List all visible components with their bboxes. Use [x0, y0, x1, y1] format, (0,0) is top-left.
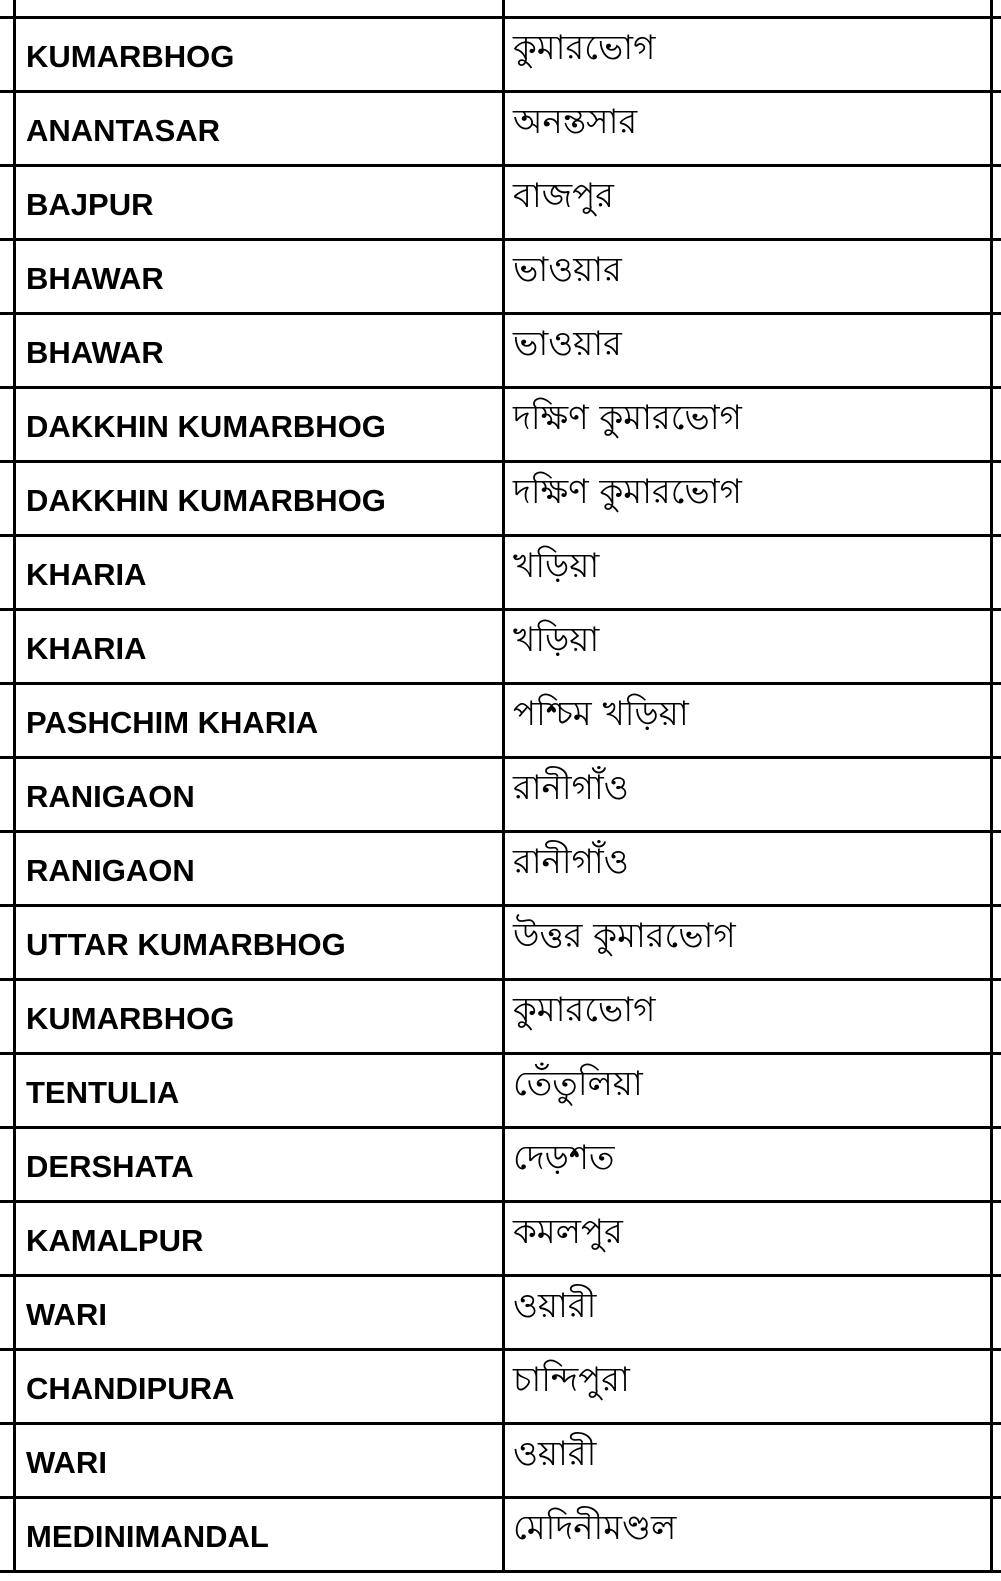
village-name-bengali: কুমারভোগ [504, 18, 992, 92]
table-row [0, 388, 1001, 462]
village-name-bengali: বাজপুর [504, 166, 992, 240]
table-row [0, 166, 1001, 240]
table-row [0, 536, 1001, 610]
village-name-english: WARI [15, 1424, 504, 1498]
table-row [0, 758, 1001, 832]
village-name-bengali: ওয়ারী [504, 1424, 992, 1498]
table-row [0, 1350, 1001, 1424]
table-row [0, 462, 1001, 536]
village-name-bengali: কুমারভোগ [504, 980, 992, 1054]
table-cell-tail [992, 1424, 1001, 1498]
village-name-bengali: পশ্চিম খড়িয়া [504, 684, 992, 758]
table-cell-tail [992, 1202, 1001, 1276]
village-name-english: MEDINIMANDAL [15, 1498, 504, 1572]
table-cell-stub [0, 610, 15, 684]
table-row [0, 240, 1001, 314]
table-cell-stub [0, 462, 15, 536]
village-name-bengali: অনন্তসার [504, 92, 992, 166]
table-row [0, 1128, 1001, 1202]
village-name-english: CHANDIPURA [15, 1350, 504, 1424]
table-cell-tail [992, 1276, 1001, 1350]
table-cell-stub [0, 1498, 15, 1572]
table-cell-stub [0, 980, 15, 1054]
village-name-english: DERSHATA [15, 1128, 504, 1202]
table-cell-stub [0, 18, 15, 92]
table-row [0, 832, 1001, 906]
table-cell-tail [992, 462, 1001, 536]
table-cell-stub [0, 1054, 15, 1128]
table-row [0, 1054, 1001, 1128]
table-cell-tail [992, 1350, 1001, 1424]
table-cell-stub [0, 388, 15, 462]
table-cell-tail [992, 906, 1001, 980]
table-cell-tail [992, 92, 1001, 166]
table-row [0, 906, 1001, 980]
village-name-bengali: ভাওয়ার [504, 314, 992, 388]
table-cell-tail [992, 388, 1001, 462]
village-name-english: KUMARBHOG [15, 18, 504, 92]
village-name-english: KAMALPUR [15, 1202, 504, 1276]
table-cell-tail [992, 18, 1001, 92]
village-name-english: KHARIA [15, 536, 504, 610]
table-cell-tail [992, 0, 1001, 18]
table-row [0, 1424, 1001, 1498]
table-cell-stub [0, 240, 15, 314]
table-cell-tail [992, 980, 1001, 1054]
table-header-row-cropped [0, 0, 1001, 18]
village-name-bengali: দেড়শত [504, 1128, 992, 1202]
village-name-english: BHAWAR [15, 240, 504, 314]
table-cell-stub [0, 0, 15, 18]
table-cell-stub [0, 684, 15, 758]
table-cell-stub [0, 1202, 15, 1276]
table-cell-tail [992, 758, 1001, 832]
table-cell-stub [0, 832, 15, 906]
table-header-cell-bengali [504, 0, 992, 18]
table-row [0, 92, 1001, 166]
village-name-bengali: খড়িয়া [504, 536, 992, 610]
village-name-bengali: ওয়ারী [504, 1276, 992, 1350]
table-header-cell-english [15, 0, 504, 18]
village-name-bengali: খড়িয়া [504, 610, 992, 684]
table-row [0, 1276, 1001, 1350]
village-name-bengali: রানীগাঁও [504, 758, 992, 832]
table-cell-stub [0, 906, 15, 980]
table-cell-tail [992, 1128, 1001, 1202]
village-name-english: ANANTASAR [15, 92, 504, 166]
table-cell-tail [992, 240, 1001, 314]
table-cell-tail [992, 1498, 1001, 1572]
village-name-english: DAKKHIN KUMARBHOG [15, 462, 504, 536]
village-name-english: BAJPUR [15, 166, 504, 240]
table-cell-stub [0, 1350, 15, 1424]
table-cell-stub [0, 1128, 15, 1202]
village-name-bengali: কমলপুর [504, 1202, 992, 1276]
table-cell-tail [992, 684, 1001, 758]
table-cell-stub [0, 166, 15, 240]
village-name-bengali: রানীগাঁও [504, 832, 992, 906]
table-cell-stub [0, 536, 15, 610]
table-cell-tail [992, 610, 1001, 684]
table-cell-tail [992, 536, 1001, 610]
village-name-english: BHAWAR [15, 314, 504, 388]
table-row [0, 1498, 1001, 1572]
village-name-bengali: দক্ষিণ কুমারভোগ [504, 388, 992, 462]
table-row [0, 18, 1001, 92]
village-name-bengali: উত্তর কুমারভোগ [504, 906, 992, 980]
village-name-bengali: চান্দিপুরা [504, 1350, 992, 1424]
village-name-english: KHARIA [15, 610, 504, 684]
village-name-bengali: দক্ষিণ কুমারভোগ [504, 462, 992, 536]
table-row [0, 684, 1001, 758]
village-name-english: TENTULIA [15, 1054, 504, 1128]
village-name-english: RANIGAON [15, 832, 504, 906]
table-cell-tail [992, 832, 1001, 906]
table-cell-stub [0, 92, 15, 166]
village-name-english: RANIGAON [15, 758, 504, 832]
table-row [0, 1202, 1001, 1276]
table-cell-stub [0, 314, 15, 388]
table-row [0, 980, 1001, 1054]
table-cell-tail [992, 314, 1001, 388]
village-name-bengali: তেঁতুলিয়া [504, 1054, 992, 1128]
village-name-english: WARI [15, 1276, 504, 1350]
village-name-english: DAKKHIN KUMARBHOG [15, 388, 504, 462]
table-cell-stub [0, 1424, 15, 1498]
village-name-english: PASHCHIM KHARIA [15, 684, 504, 758]
table-cell-stub [0, 1276, 15, 1350]
table-cell-stub [0, 758, 15, 832]
village-name-english: UTTAR KUMARBHOG [15, 906, 504, 980]
village-name-bengali: মেদিনীমণ্ডল [504, 1498, 992, 1572]
village-name-bengali: ভাওয়ার [504, 240, 992, 314]
village-name-english: KUMARBHOG [15, 980, 504, 1054]
table-cell-tail [992, 166, 1001, 240]
table-cell-tail [992, 1054, 1001, 1128]
table-row [0, 610, 1001, 684]
table-row [0, 314, 1001, 388]
